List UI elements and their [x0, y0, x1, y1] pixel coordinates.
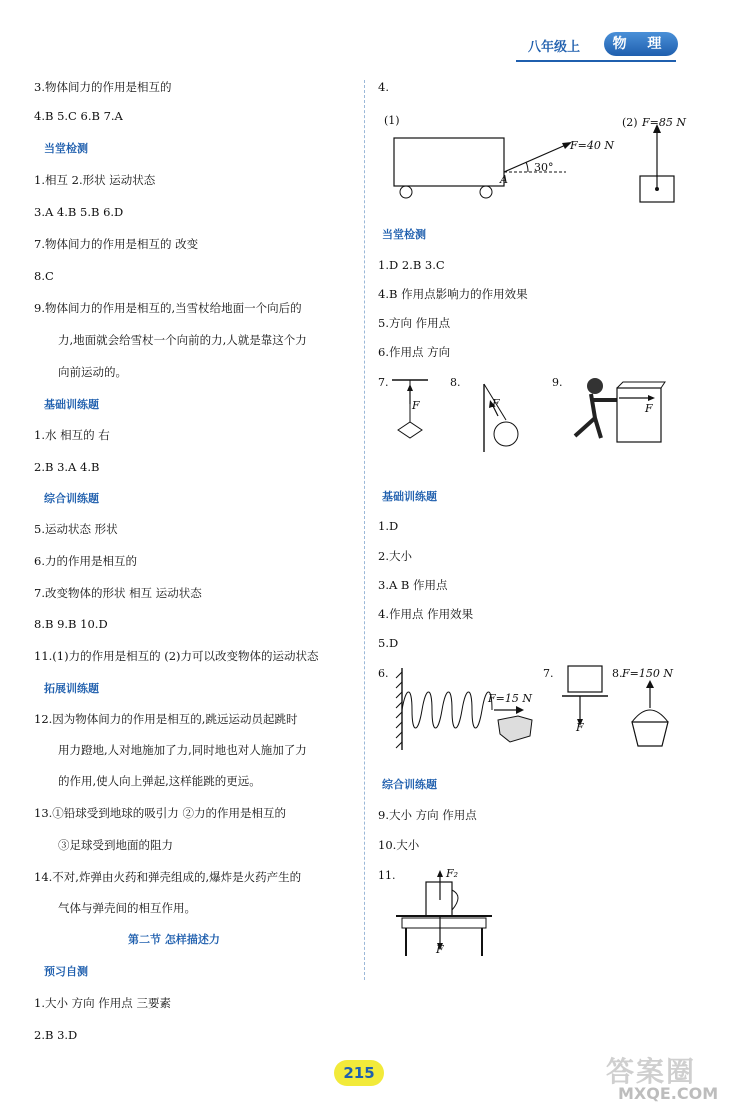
column-divider	[364, 80, 365, 980]
watermark-logo: 答案圈	[606, 1055, 697, 1088]
force-label: F=85 N	[642, 116, 686, 129]
answer-line: 11.(1)力的作用是相互的 (2)力可以改变物体的运动状态	[34, 649, 319, 663]
angle-label: 30°	[534, 161, 554, 174]
point-label: A	[500, 173, 508, 186]
answer-line: 8.B 9.B 10.D	[34, 617, 108, 631]
spring-diagram	[390, 664, 540, 754]
pushing-box-diagram	[565, 374, 669, 446]
section-heading: 当堂检测	[382, 228, 426, 241]
answer-line: 2.B 3.A 4.B	[34, 460, 100, 474]
answer-line: 1.相互 2.形状 运动状态	[34, 173, 156, 187]
answer-line: 5.运动状态 形状	[34, 522, 118, 536]
question-number: 9.	[552, 376, 563, 389]
force-label: F	[576, 721, 584, 734]
answer-line: 3.物体间力的作用是相互的	[34, 80, 172, 94]
force-arrowhead	[407, 384, 413, 391]
answer-line: 5.方向 作用点	[378, 316, 451, 330]
force-label: F=15 N	[488, 692, 532, 705]
answer-line: 10.大小	[378, 838, 420, 852]
question-number: 4.	[378, 80, 389, 94]
question-number: 7.	[543, 667, 554, 680]
answer-line: 2.B 3.D	[34, 1028, 78, 1042]
section-heading: 拓展训练题	[44, 682, 99, 695]
page-number: 215	[334, 1060, 384, 1086]
object	[568, 666, 602, 692]
hand	[498, 716, 532, 742]
section-title: 第二节 怎样描述力	[128, 933, 220, 946]
answer-line: 4.B 5.C 6.B 7.A	[34, 109, 123, 123]
question-number: 8.	[612, 667, 623, 680]
answer-line: 气体与弹壳间的相互作用。	[58, 901, 196, 915]
answer-line: 3.A 4.B 5.B 6.D	[34, 205, 124, 219]
person-body	[575, 394, 617, 438]
cart-wheel-left	[400, 186, 412, 198]
force-label: F	[492, 397, 500, 410]
header-grade: 八年级上	[528, 40, 581, 55]
force-arrowhead	[646, 680, 654, 688]
section-heading: 综合训练题	[44, 492, 99, 505]
section-heading: 当堂检测	[44, 142, 88, 155]
table-frame	[402, 918, 486, 928]
wall-hatching	[396, 672, 402, 748]
figure-label: (2)	[622, 116, 638, 129]
force-label: F=40 N	[570, 139, 614, 152]
object-on-table-diagram	[560, 664, 610, 734]
hanging-lamp-diagram	[388, 376, 434, 446]
bucket-body	[632, 722, 668, 746]
box-top	[617, 382, 665, 388]
answer-line: 5.D	[378, 636, 399, 650]
answer-line: 9.物体间力的作用是相互的,当雪杖给地面一个向后的	[34, 301, 302, 315]
answer-line: 7.改变物体的形状 相互 运动状态	[34, 586, 202, 600]
person-head	[587, 378, 603, 394]
answer-line: 13.①铅球受到地球的吸引力 ②力的作用是相互的	[34, 806, 286, 820]
angle-arc	[526, 162, 528, 172]
bucket-diagram	[626, 676, 686, 752]
box	[617, 388, 661, 442]
answer-line: 1.水 相互的 右	[34, 428, 110, 442]
block-force-diagram	[630, 118, 690, 208]
answer-line: 4.B 作用点影响力的作用效果	[378, 287, 528, 301]
question-number: 7.	[378, 376, 389, 389]
force-label: F	[436, 943, 444, 956]
cup-on-table-diagram	[394, 866, 494, 958]
question-number: 6.	[378, 667, 389, 680]
answer-line: 2.大小	[378, 549, 412, 563]
section-heading: 基础训练题	[382, 490, 437, 503]
force-label: F=150 N	[622, 667, 673, 680]
bucket-handle	[632, 710, 668, 722]
watermark-url: MXQE.COM	[618, 1084, 719, 1103]
answer-line: 12.因为物体间力的作用是相互的,跳远运动员起跳时	[34, 712, 298, 726]
answer-line: 6.力的作用是相互的	[34, 554, 137, 568]
answer-line: 的作用,使人向上弹起,这样能跳的更远。	[58, 774, 261, 788]
cup	[426, 882, 452, 916]
question-number: 11.	[378, 869, 396, 882]
answer-line: 9.大小 方向 作用点	[378, 808, 477, 822]
force-label: F	[412, 399, 420, 412]
answer-line: ③足球受到地面的阻力	[58, 838, 173, 852]
answer-line: 4.作用点 作用效果	[378, 607, 474, 621]
section-heading: 预习自测	[44, 965, 88, 978]
answer-line: 用力蹬地,人对地施加了力,同时地也对人施加了力	[58, 743, 307, 757]
answer-line: 3.A B 作用点	[378, 578, 448, 592]
spring-coil	[402, 692, 492, 728]
answer-line: 1.D	[378, 519, 399, 533]
header-subject-badge: 物 理	[604, 32, 678, 56]
lamp-shade	[398, 422, 422, 438]
answer-line: 1.D 2.B 3.C	[378, 258, 445, 272]
force-arrowhead	[516, 706, 524, 714]
answer-line: 8.C	[34, 269, 54, 283]
answer-line: 向前运动的。	[58, 365, 127, 379]
ball-against-wall-diagram	[470, 380, 526, 456]
force-label-f2: F₂	[446, 867, 459, 880]
section-heading: 综合训练题	[382, 778, 437, 791]
figure-label: (1)	[384, 114, 400, 127]
header-rule	[516, 60, 676, 62]
question-number: 8.	[450, 376, 461, 389]
section-heading: 基础训练题	[44, 398, 99, 411]
answer-line: 6.作用点 方向	[378, 345, 451, 359]
answer-line: 力,地面就会给雪杖一个向前的力,人就是靠这个力	[58, 333, 307, 347]
cup-handle	[452, 890, 458, 910]
cart-force-diagram	[376, 108, 626, 204]
answer-line: 7.物体间力的作用是相互的 改变	[34, 237, 199, 251]
ball	[494, 422, 518, 446]
force-arrowhead-up	[437, 870, 443, 877]
cart-wheel-right	[480, 186, 492, 198]
force-label: F	[645, 402, 653, 415]
cart-body	[394, 138, 504, 186]
answer-line: 14.不对,炸弹由火药和弹壳组成的,爆炸是火药产生的	[34, 870, 302, 884]
answer-line: 1.大小 方向 作用点 三要素	[34, 996, 171, 1010]
